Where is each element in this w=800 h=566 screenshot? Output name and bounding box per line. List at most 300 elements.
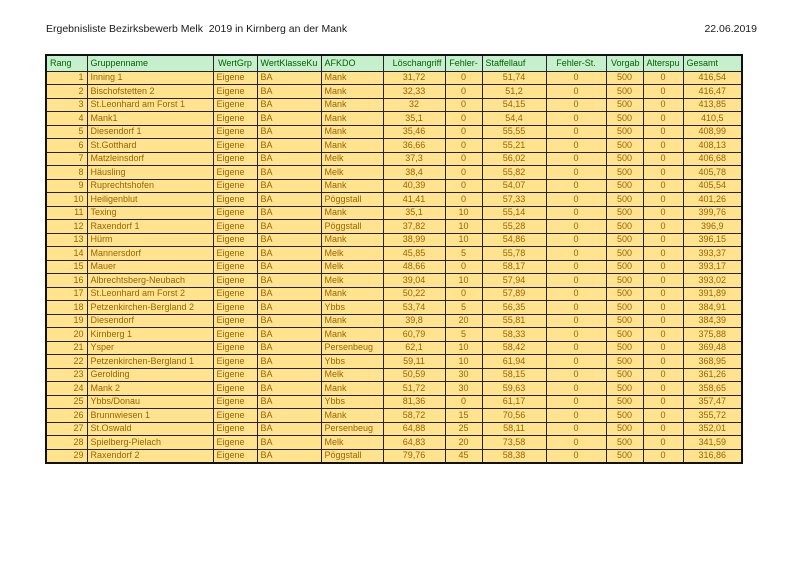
cell-alterspu: 0 bbox=[643, 85, 683, 99]
cell-wertklasseku: BA bbox=[257, 395, 321, 409]
cell-wertklasseku: BA bbox=[257, 206, 321, 220]
cell-fehler: 10 bbox=[445, 233, 482, 247]
cell-fehler: 5 bbox=[445, 247, 482, 261]
cell-wertgrp: Eigene bbox=[213, 449, 257, 463]
table-row bbox=[46, 247, 742, 261]
table-row bbox=[46, 301, 742, 315]
cell-staffellauf: 55,14 bbox=[482, 206, 546, 220]
cell-rang: 8 bbox=[46, 166, 87, 180]
cell-wertklasseku: BA bbox=[257, 314, 321, 328]
cell-gruppenname: Texing bbox=[87, 206, 213, 220]
cell-fehler_st: 0 bbox=[546, 233, 606, 247]
table-row bbox=[46, 206, 742, 220]
cell-alterspu: 0 bbox=[643, 260, 683, 274]
cell-rang: 26 bbox=[46, 409, 87, 423]
cell-alterspu: 0 bbox=[643, 341, 683, 355]
cell-vorgab: 500 bbox=[606, 368, 643, 382]
cell-gesamt: 355,72 bbox=[683, 409, 742, 423]
cell-fehler_st: 0 bbox=[546, 328, 606, 342]
cell-gesamt: 357,47 bbox=[683, 395, 742, 409]
cell-gruppenname: Petzenkirchen-Bergland 1 bbox=[87, 355, 213, 369]
table-row bbox=[46, 85, 742, 99]
cell-rang: 11 bbox=[46, 206, 87, 220]
cell-alterspu: 0 bbox=[643, 314, 683, 328]
cell-afkdo: Persenbeug bbox=[321, 341, 383, 355]
cell-gruppenname: Heiligenblut bbox=[87, 193, 213, 207]
cell-staffellauf: 73,58 bbox=[482, 436, 546, 450]
cell-loeschangriff: 48,66 bbox=[383, 260, 445, 274]
cell-afkdo: Mank bbox=[321, 409, 383, 423]
cell-loeschangriff: 38,4 bbox=[383, 166, 445, 180]
cell-staffellauf: 58,42 bbox=[482, 341, 546, 355]
cell-wertgrp: Eigene bbox=[213, 166, 257, 180]
cell-gruppenname: Inning 1 bbox=[87, 71, 213, 85]
cell-wertklasseku: BA bbox=[257, 85, 321, 99]
cell-gruppenname: Diesendorf 1 bbox=[87, 125, 213, 139]
cell-fehler_st: 0 bbox=[546, 193, 606, 207]
cell-wertklasseku: BA bbox=[257, 341, 321, 355]
cell-wertklasseku: BA bbox=[257, 260, 321, 274]
cell-vorgab: 500 bbox=[606, 395, 643, 409]
cell-fehler_st: 0 bbox=[546, 382, 606, 396]
cell-alterspu: 0 bbox=[643, 287, 683, 301]
cell-loeschangriff: 64,88 bbox=[383, 422, 445, 436]
table-row bbox=[46, 179, 742, 193]
cell-afkdo: Melk bbox=[321, 152, 383, 166]
cell-fehler: 0 bbox=[445, 166, 482, 180]
table-row bbox=[46, 422, 742, 436]
table-row bbox=[46, 125, 742, 139]
cell-wertgrp: Eigene bbox=[213, 409, 257, 423]
table-row bbox=[46, 139, 742, 153]
cell-alterspu: 0 bbox=[643, 301, 683, 315]
cell-staffellauf: 55,55 bbox=[482, 125, 546, 139]
cell-gruppenname: Ysper bbox=[87, 341, 213, 355]
cell-wertklasseku: BA bbox=[257, 125, 321, 139]
cell-fehler_st: 0 bbox=[546, 301, 606, 315]
table-row bbox=[46, 449, 742, 463]
cell-vorgab: 500 bbox=[606, 409, 643, 423]
cell-gesamt: 396,15 bbox=[683, 233, 742, 247]
cell-vorgab: 500 bbox=[606, 166, 643, 180]
cell-wertklasseku: BA bbox=[257, 355, 321, 369]
cell-loeschangriff: 51,72 bbox=[383, 382, 445, 396]
cell-afkdo: Mank bbox=[321, 179, 383, 193]
cell-vorgab: 500 bbox=[606, 125, 643, 139]
cell-afkdo: Mank bbox=[321, 206, 383, 220]
cell-wertgrp: Eigene bbox=[213, 85, 257, 99]
cell-wertklasseku: BA bbox=[257, 247, 321, 261]
cell-staffellauf: 55,82 bbox=[482, 166, 546, 180]
cell-alterspu: 0 bbox=[643, 449, 683, 463]
cell-rang: 2 bbox=[46, 85, 87, 99]
cell-alterspu: 0 bbox=[643, 355, 683, 369]
cell-vorgab: 500 bbox=[606, 314, 643, 328]
cell-fehler: 10 bbox=[445, 355, 482, 369]
cell-vorgab: 500 bbox=[606, 179, 643, 193]
table-row bbox=[46, 409, 742, 423]
cell-rang: 28 bbox=[46, 436, 87, 450]
cell-fehler_st: 0 bbox=[546, 179, 606, 193]
cell-vorgab: 500 bbox=[606, 449, 643, 463]
cell-fehler_st: 0 bbox=[546, 71, 606, 85]
cell-staffellauf: 59,63 bbox=[482, 382, 546, 396]
cell-staffellauf: 56,02 bbox=[482, 152, 546, 166]
cell-alterspu: 0 bbox=[643, 152, 683, 166]
cell-wertklasseku: BA bbox=[257, 98, 321, 112]
cell-wertgrp: Eigene bbox=[213, 125, 257, 139]
cell-vorgab: 500 bbox=[606, 436, 643, 450]
cell-gesamt: 405,78 bbox=[683, 166, 742, 180]
cell-wertgrp: Eigene bbox=[213, 220, 257, 234]
cell-fehler: 0 bbox=[445, 71, 482, 85]
cell-wertgrp: Eigene bbox=[213, 274, 257, 288]
cell-fehler_st: 0 bbox=[546, 220, 606, 234]
cell-wertgrp: Eigene bbox=[213, 355, 257, 369]
cell-fehler_st: 0 bbox=[546, 355, 606, 369]
column-header-vorgab: Vorgab bbox=[606, 55, 643, 71]
cell-wertgrp: Eigene bbox=[213, 382, 257, 396]
cell-fehler: 45 bbox=[445, 449, 482, 463]
cell-staffellauf: 51,74 bbox=[482, 71, 546, 85]
cell-wertklasseku: BA bbox=[257, 112, 321, 126]
table-row bbox=[46, 274, 742, 288]
cell-fehler: 0 bbox=[445, 395, 482, 409]
cell-afkdo: Ybbs bbox=[321, 301, 383, 315]
cell-alterspu: 0 bbox=[643, 193, 683, 207]
cell-loeschangriff: 35,1 bbox=[383, 206, 445, 220]
cell-loeschangriff: 39,8 bbox=[383, 314, 445, 328]
cell-afkdo: Mank bbox=[321, 98, 383, 112]
cell-gruppenname: St.Leonhard am Forst 2 bbox=[87, 287, 213, 301]
cell-wertgrp: Eigene bbox=[213, 98, 257, 112]
table-row bbox=[46, 260, 742, 274]
cell-fehler: 10 bbox=[445, 206, 482, 220]
cell-gruppenname: Raxendorf 1 bbox=[87, 220, 213, 234]
cell-gesamt: 406,68 bbox=[683, 152, 742, 166]
cell-loeschangriff: 50,59 bbox=[383, 368, 445, 382]
cell-fehler_st: 0 bbox=[546, 395, 606, 409]
cell-fehler_st: 0 bbox=[546, 166, 606, 180]
cell-gesamt: 393,37 bbox=[683, 247, 742, 261]
cell-fehler_st: 0 bbox=[546, 85, 606, 99]
cell-fehler_st: 0 bbox=[546, 409, 606, 423]
cell-afkdo: Mank bbox=[321, 287, 383, 301]
cell-wertgrp: Eigene bbox=[213, 112, 257, 126]
cell-gruppenname: Gerolding bbox=[87, 368, 213, 382]
cell-wertklasseku: BA bbox=[257, 382, 321, 396]
cell-gesamt: 401,26 bbox=[683, 193, 742, 207]
cell-loeschangriff: 81,36 bbox=[383, 395, 445, 409]
cell-vorgab: 500 bbox=[606, 112, 643, 126]
cell-afkdo: Melk bbox=[321, 436, 383, 450]
table-row bbox=[46, 166, 742, 180]
table-row bbox=[46, 328, 742, 342]
column-header-gesamt: Gesamt bbox=[683, 55, 742, 71]
cell-rang: 16 bbox=[46, 274, 87, 288]
cell-gruppenname: Raxendorf 2 bbox=[87, 449, 213, 463]
cell-fehler_st: 0 bbox=[546, 152, 606, 166]
column-header-fehler_st: Fehler-St. bbox=[546, 55, 606, 71]
cell-afkdo: Mank bbox=[321, 382, 383, 396]
cell-staffellauf: 54,86 bbox=[482, 233, 546, 247]
cell-wertklasseku: BA bbox=[257, 328, 321, 342]
cell-alterspu: 0 bbox=[643, 328, 683, 342]
cell-loeschangriff: 62,1 bbox=[383, 341, 445, 355]
cell-loeschangriff: 37,3 bbox=[383, 152, 445, 166]
cell-staffellauf: 55,78 bbox=[482, 247, 546, 261]
cell-loeschangriff: 39,04 bbox=[383, 274, 445, 288]
cell-vorgab: 500 bbox=[606, 85, 643, 99]
cell-gesamt: 408,99 bbox=[683, 125, 742, 139]
cell-rang: 18 bbox=[46, 301, 87, 315]
cell-loeschangriff: 36,66 bbox=[383, 139, 445, 153]
cell-fehler: 10 bbox=[445, 220, 482, 234]
cell-wertgrp: Eigene bbox=[213, 179, 257, 193]
cell-wertgrp: Eigene bbox=[213, 233, 257, 247]
cell-staffellauf: 70,56 bbox=[482, 409, 546, 423]
cell-loeschangriff: 64,83 bbox=[383, 436, 445, 450]
cell-fehler: 0 bbox=[445, 260, 482, 274]
cell-wertgrp: Eigene bbox=[213, 152, 257, 166]
cell-wertgrp: Eigene bbox=[213, 206, 257, 220]
cell-loeschangriff: 32 bbox=[383, 98, 445, 112]
cell-afkdo: Mank bbox=[321, 328, 383, 342]
cell-staffellauf: 54,4 bbox=[482, 112, 546, 126]
cell-fehler_st: 0 bbox=[546, 139, 606, 153]
cell-gesamt: 396,9 bbox=[683, 220, 742, 234]
table-header-row bbox=[46, 55, 742, 71]
cell-fehler: 0 bbox=[445, 139, 482, 153]
cell-rang: 4 bbox=[46, 112, 87, 126]
cell-gesamt: 393,17 bbox=[683, 260, 742, 274]
cell-fehler: 0 bbox=[445, 152, 482, 166]
cell-fehler: 30 bbox=[445, 368, 482, 382]
cell-wertgrp: Eigene bbox=[213, 71, 257, 85]
cell-rang: 1 bbox=[46, 71, 87, 85]
cell-gesamt: 369,48 bbox=[683, 341, 742, 355]
cell-gesamt: 384,39 bbox=[683, 314, 742, 328]
cell-vorgab: 500 bbox=[606, 287, 643, 301]
cell-vorgab: 500 bbox=[606, 247, 643, 261]
cell-afkdo: Pöggstall bbox=[321, 220, 383, 234]
cell-fehler_st: 0 bbox=[546, 449, 606, 463]
cell-alterspu: 0 bbox=[643, 274, 683, 288]
cell-loeschangriff: 38,99 bbox=[383, 233, 445, 247]
cell-gruppenname: St.Gotthard bbox=[87, 139, 213, 153]
cell-wertklasseku: BA bbox=[257, 436, 321, 450]
cell-vorgab: 500 bbox=[606, 233, 643, 247]
cell-vorgab: 500 bbox=[606, 341, 643, 355]
cell-rang: 17 bbox=[46, 287, 87, 301]
cell-staffellauf: 55,21 bbox=[482, 139, 546, 153]
cell-wertklasseku: BA bbox=[257, 301, 321, 315]
cell-staffellauf: 58,33 bbox=[482, 328, 546, 342]
cell-gruppenname: Petzenkirchen-Bergland 2 bbox=[87, 301, 213, 315]
cell-afkdo: Mank bbox=[321, 71, 383, 85]
cell-rang: 13 bbox=[46, 233, 87, 247]
cell-wertgrp: Eigene bbox=[213, 368, 257, 382]
column-header-fehler: Fehler- bbox=[445, 55, 482, 71]
cell-vorgab: 500 bbox=[606, 220, 643, 234]
cell-staffellauf: 61,17 bbox=[482, 395, 546, 409]
results-table bbox=[45, 54, 743, 464]
cell-alterspu: 0 bbox=[643, 179, 683, 193]
cell-rang: 7 bbox=[46, 152, 87, 166]
cell-wertklasseku: BA bbox=[257, 179, 321, 193]
cell-loeschangriff: 31,72 bbox=[383, 71, 445, 85]
cell-wertgrp: Eigene bbox=[213, 314, 257, 328]
cell-alterspu: 0 bbox=[643, 112, 683, 126]
cell-gruppenname: Hürm bbox=[87, 233, 213, 247]
cell-loeschangriff: 60,79 bbox=[383, 328, 445, 342]
cell-fehler_st: 0 bbox=[546, 206, 606, 220]
cell-fehler_st: 0 bbox=[546, 247, 606, 261]
cell-alterspu: 0 bbox=[643, 233, 683, 247]
cell-staffellauf: 54,07 bbox=[482, 179, 546, 193]
cell-loeschangriff: 40,39 bbox=[383, 179, 445, 193]
cell-fehler_st: 0 bbox=[546, 125, 606, 139]
cell-staffellauf: 56,35 bbox=[482, 301, 546, 315]
cell-staffellauf: 61,94 bbox=[482, 355, 546, 369]
cell-rang: 25 bbox=[46, 395, 87, 409]
cell-fehler: 25 bbox=[445, 422, 482, 436]
cell-gesamt: 384,91 bbox=[683, 301, 742, 315]
cell-gruppenname: Bischofstetten 2 bbox=[87, 85, 213, 99]
cell-rang: 22 bbox=[46, 355, 87, 369]
cell-fehler: 0 bbox=[445, 179, 482, 193]
cell-afkdo: Persenbeug bbox=[321, 422, 383, 436]
cell-alterspu: 0 bbox=[643, 166, 683, 180]
cell-afkdo: Mank bbox=[321, 85, 383, 99]
cell-wertgrp: Eigene bbox=[213, 436, 257, 450]
cell-afkdo: Melk bbox=[321, 166, 383, 180]
cell-afkdo: Mank bbox=[321, 125, 383, 139]
cell-staffellauf: 57,33 bbox=[482, 193, 546, 207]
table-row bbox=[46, 382, 742, 396]
cell-wertklasseku: BA bbox=[257, 233, 321, 247]
cell-fehler: 5 bbox=[445, 301, 482, 315]
cell-staffellauf: 55,28 bbox=[482, 220, 546, 234]
cell-afkdo: Mank bbox=[321, 233, 383, 247]
cell-alterspu: 0 bbox=[643, 206, 683, 220]
cell-rang: 15 bbox=[46, 260, 87, 274]
cell-wertklasseku: BA bbox=[257, 71, 321, 85]
cell-wertgrp: Eigene bbox=[213, 247, 257, 261]
cell-rang: 21 bbox=[46, 341, 87, 355]
cell-fehler: 0 bbox=[445, 98, 482, 112]
cell-rang: 20 bbox=[46, 328, 87, 342]
cell-afkdo: Mank bbox=[321, 112, 383, 126]
cell-fehler: 15 bbox=[445, 409, 482, 423]
cell-gesamt: 393,02 bbox=[683, 274, 742, 288]
cell-loeschangriff: 32,33 bbox=[383, 85, 445, 99]
cell-alterspu: 0 bbox=[643, 98, 683, 112]
cell-vorgab: 500 bbox=[606, 301, 643, 315]
cell-staffellauf: 51,2 bbox=[482, 85, 546, 99]
cell-afkdo: Melk bbox=[321, 368, 383, 382]
cell-gruppenname: Mannersdorf bbox=[87, 247, 213, 261]
cell-fehler: 0 bbox=[445, 125, 482, 139]
table-row bbox=[46, 287, 742, 301]
cell-alterspu: 0 bbox=[643, 422, 683, 436]
cell-vorgab: 500 bbox=[606, 71, 643, 85]
cell-gruppenname: St.Leonhard am Forst 1 bbox=[87, 98, 213, 112]
cell-alterspu: 0 bbox=[643, 125, 683, 139]
cell-gesamt: 361,26 bbox=[683, 368, 742, 382]
cell-wertklasseku: BA bbox=[257, 274, 321, 288]
cell-wertgrp: Eigene bbox=[213, 287, 257, 301]
cell-staffellauf: 58,15 bbox=[482, 368, 546, 382]
cell-wertklasseku: BA bbox=[257, 193, 321, 207]
cell-gruppenname: Matzleinsdorf bbox=[87, 152, 213, 166]
cell-vorgab: 500 bbox=[606, 422, 643, 436]
cell-gruppenname: Brunnwiesen 1 bbox=[87, 409, 213, 423]
column-header-alterspu: Alterspu bbox=[643, 55, 683, 71]
cell-staffellauf: 58,38 bbox=[482, 449, 546, 463]
table-row bbox=[46, 368, 742, 382]
cell-gesamt: 410,5 bbox=[683, 112, 742, 126]
cell-loeschangriff: 35,46 bbox=[383, 125, 445, 139]
cell-gruppenname: Mauer bbox=[87, 260, 213, 274]
cell-alterspu: 0 bbox=[643, 382, 683, 396]
cell-gruppenname: Albrechtsberg-Neubach bbox=[87, 274, 213, 288]
table-row bbox=[46, 314, 742, 328]
cell-rang: 5 bbox=[46, 125, 87, 139]
table-row bbox=[46, 355, 742, 369]
cell-alterspu: 0 bbox=[643, 436, 683, 450]
cell-loeschangriff: 35,1 bbox=[383, 112, 445, 126]
cell-vorgab: 500 bbox=[606, 355, 643, 369]
cell-gruppenname: Diesendorf bbox=[87, 314, 213, 328]
cell-staffellauf: 55,81 bbox=[482, 314, 546, 328]
cell-wertgrp: Eigene bbox=[213, 260, 257, 274]
cell-afkdo: Pöggstall bbox=[321, 449, 383, 463]
column-header-afkdo: AFKDO bbox=[321, 55, 383, 71]
cell-wertklasseku: BA bbox=[257, 368, 321, 382]
cell-gesamt: 405,54 bbox=[683, 179, 742, 193]
cell-vorgab: 500 bbox=[606, 328, 643, 342]
cell-gesamt: 368,95 bbox=[683, 355, 742, 369]
cell-wertklasseku: BA bbox=[257, 166, 321, 180]
cell-fehler: 0 bbox=[445, 85, 482, 99]
cell-fehler: 0 bbox=[445, 287, 482, 301]
cell-fehler: 20 bbox=[445, 314, 482, 328]
cell-gesamt: 391,89 bbox=[683, 287, 742, 301]
cell-staffellauf: 58,17 bbox=[482, 260, 546, 274]
cell-alterspu: 0 bbox=[643, 247, 683, 261]
cell-rang: 9 bbox=[46, 179, 87, 193]
table-row bbox=[46, 436, 742, 450]
cell-fehler_st: 0 bbox=[546, 314, 606, 328]
table-row bbox=[46, 71, 742, 85]
table-row bbox=[46, 220, 742, 234]
cell-wertgrp: Eigene bbox=[213, 193, 257, 207]
cell-rang: 19 bbox=[46, 314, 87, 328]
column-header-rang: Rang bbox=[46, 55, 87, 71]
cell-alterspu: 0 bbox=[643, 395, 683, 409]
cell-vorgab: 500 bbox=[606, 98, 643, 112]
cell-fehler: 30 bbox=[445, 382, 482, 396]
table-row bbox=[46, 233, 742, 247]
cell-afkdo: Pöggstall bbox=[321, 193, 383, 207]
cell-gruppenname: Ruprechtshofen bbox=[87, 179, 213, 193]
cell-staffellauf: 54,15 bbox=[482, 98, 546, 112]
cell-gesamt: 416,47 bbox=[683, 85, 742, 99]
cell-rang: 27 bbox=[46, 422, 87, 436]
cell-alterspu: 0 bbox=[643, 139, 683, 153]
cell-fehler: 10 bbox=[445, 341, 482, 355]
